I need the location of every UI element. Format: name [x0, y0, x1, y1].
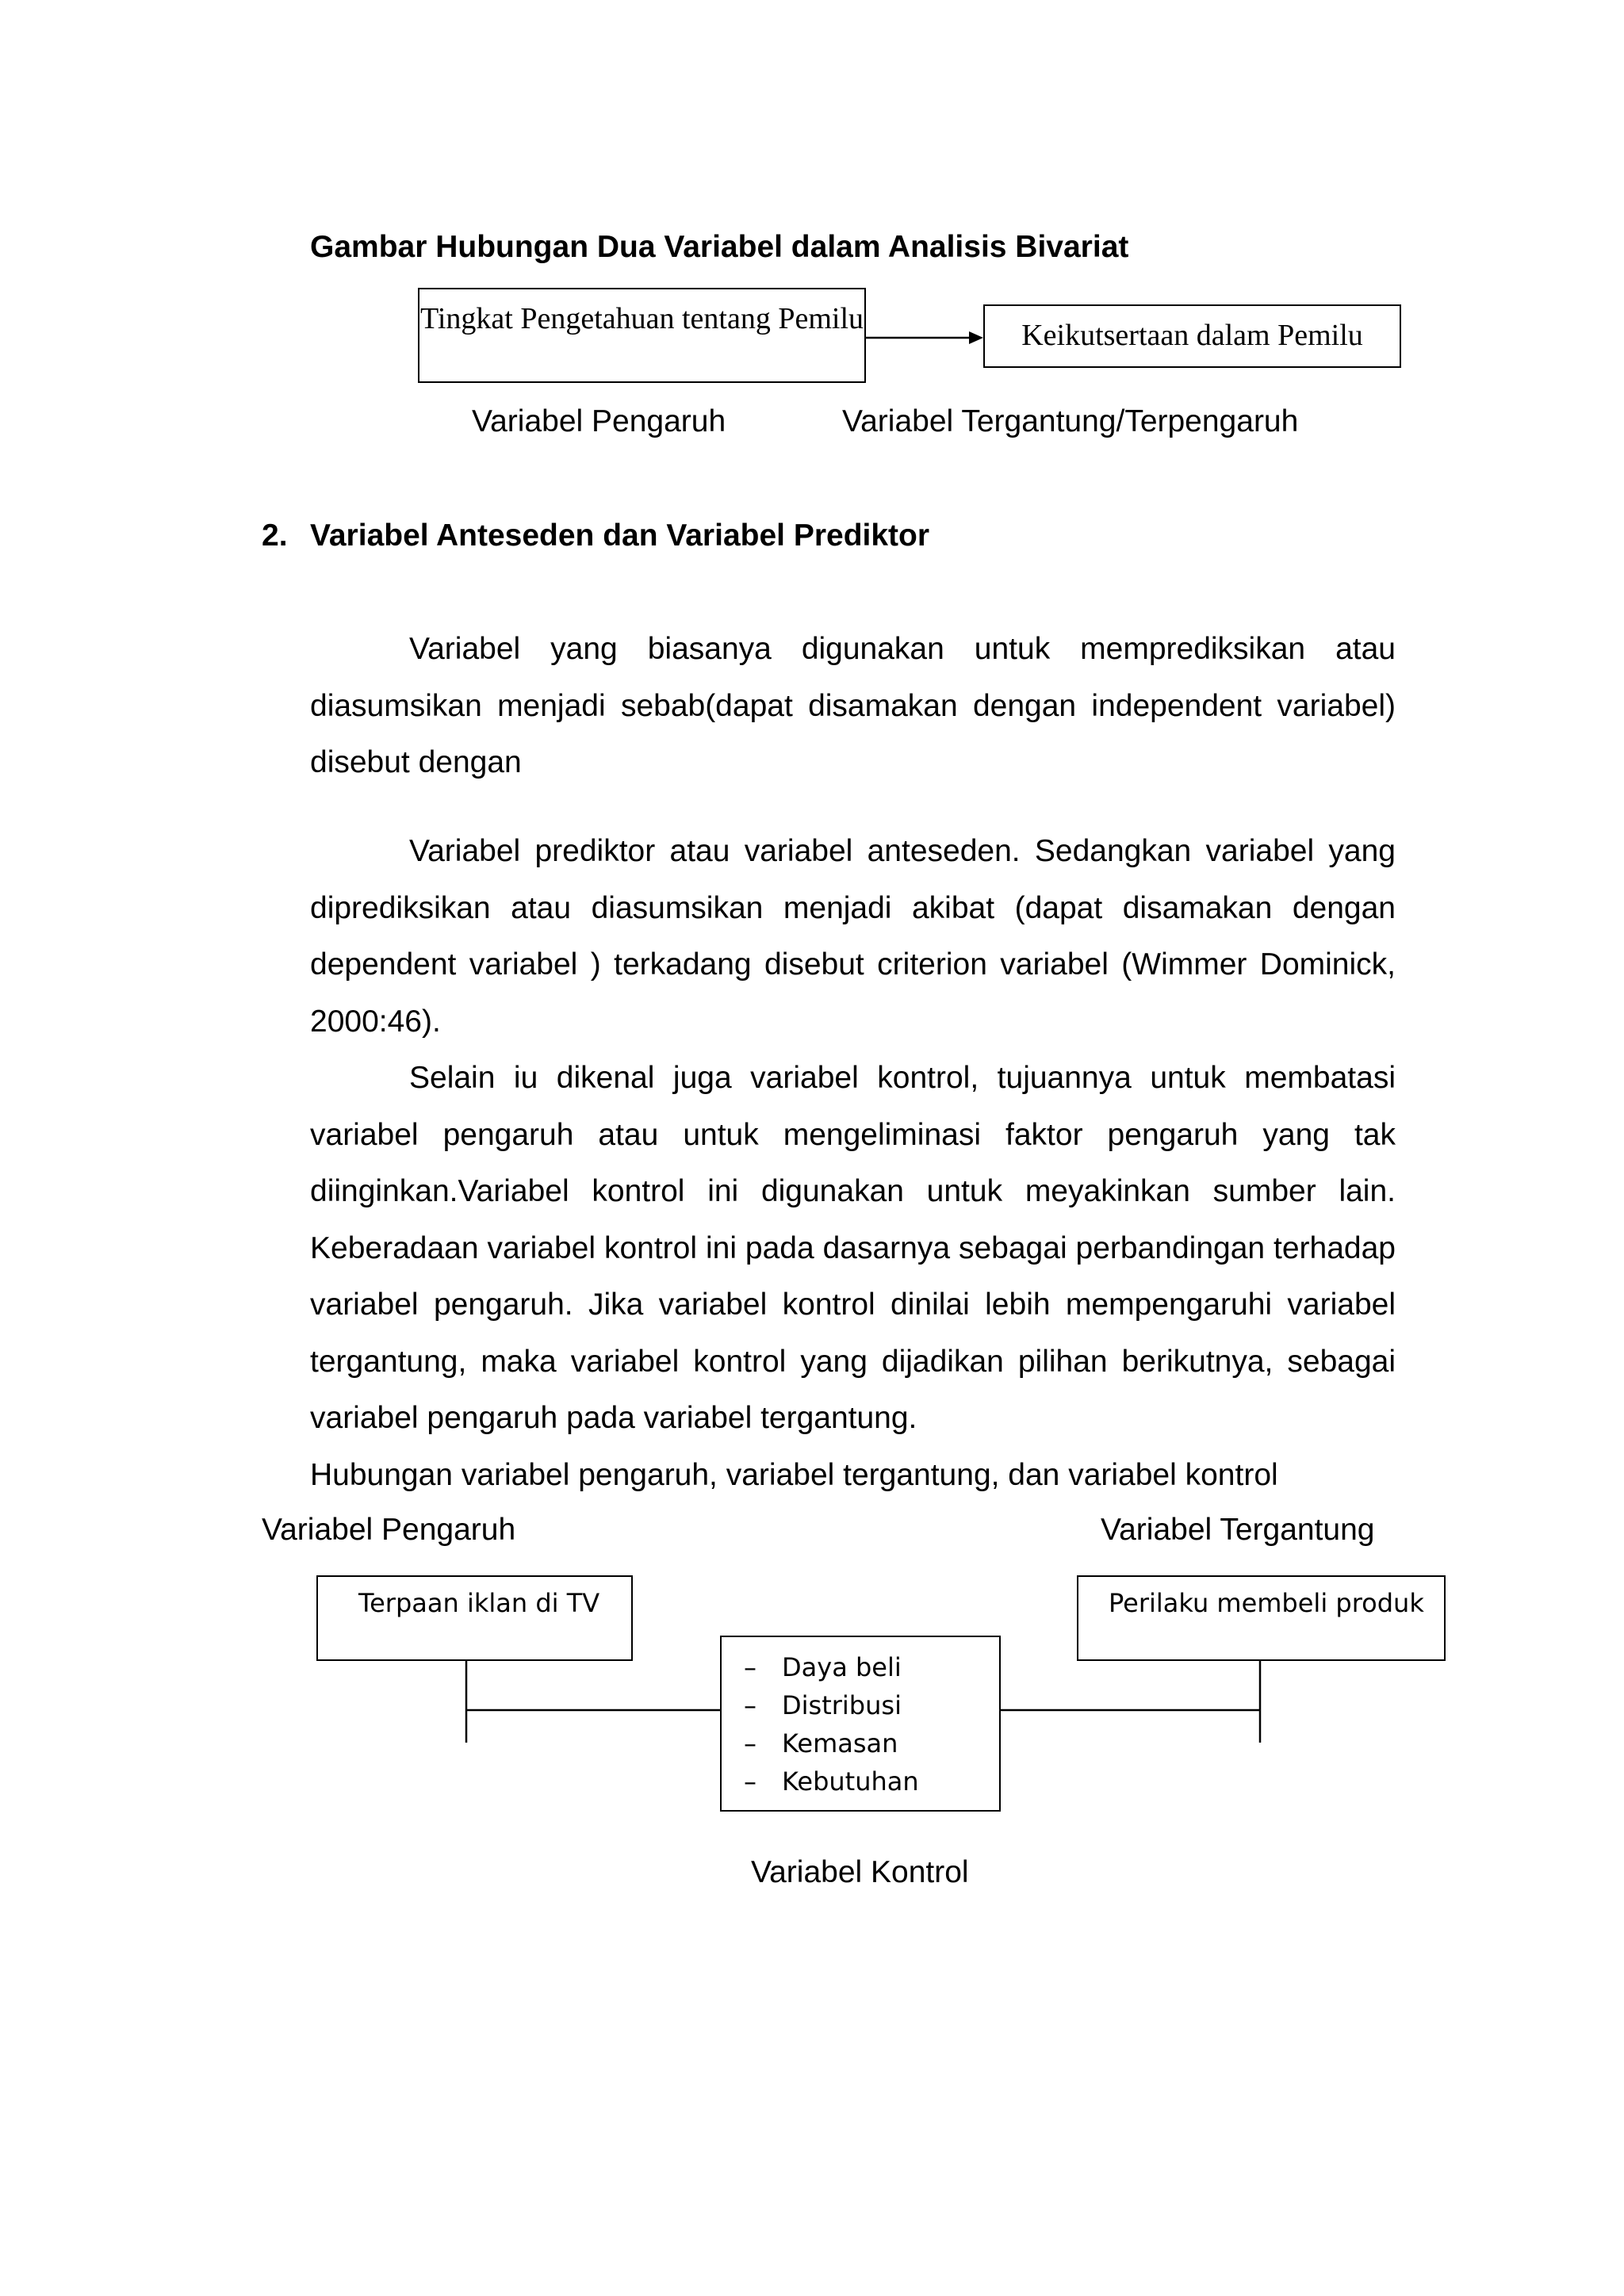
outcome-box-label: Keikutsertaan dalam Pemilu [1021, 319, 1363, 352]
caption-independent: Variabel Pengaruh [472, 404, 726, 438]
control-item-kebutuhan [744, 1762, 999, 1800]
control-item-label: Distribusi [782, 1690, 902, 1720]
paragraph-1-text: Variabel yang biasanya digunakan untuk memprediksikan atau diasumsikan menjadi sebab(dapat disamakan dengan independent variabel) disebut dengan [310, 632, 1396, 779]
paragraph-4-text: Hubungan variabel pengaruh, variabel tergantung, dan variabel kontrol [310, 1457, 1278, 1492]
independent-box-label: Terpaan iklan di TV [358, 1588, 600, 1618]
control-item-label: Kebutuhan [782, 1766, 919, 1797]
arrow-head-icon [969, 331, 983, 344]
dash-icon: – [744, 1652, 756, 1682]
predictor-box-label: Tingkat Pengetahuan tentang Pemilu [419, 302, 864, 335]
dependent-box [1077, 1575, 1446, 1661]
control-item-distribusi [744, 1686, 999, 1724]
label-independent: Variabel Pengaruh [262, 1513, 516, 1547]
dash-icon: – [744, 1766, 756, 1797]
control-item-kemasan [744, 1724, 999, 1762]
control-item-label: Daya beli [782, 1652, 902, 1682]
section-number: 2. [262, 519, 288, 553]
figure-title: Gambar Hubungan Dua Variabel dalam Analisis Bivariat [310, 230, 1129, 264]
paragraph-2-3 [310, 823, 1396, 1503]
label-control: Variabel Kontrol [751, 1855, 969, 1889]
control-item-daya-beli [744, 1648, 999, 1686]
paragraph-1 [310, 621, 1396, 791]
dash-icon: – [744, 1690, 756, 1720]
dash-icon: – [744, 1728, 756, 1758]
label-dependent: Variabel Tergantung [1101, 1513, 1375, 1547]
dependent-box-label: Perilaku membeli produk [1109, 1588, 1424, 1618]
caption-dependent: Variabel Tergantung/Terpengaruh [842, 404, 1299, 438]
independent-box [316, 1575, 633, 1661]
control-item-label: Kemasan [782, 1728, 898, 1758]
paragraph-2-text: Variabel prediktor atau variabel anteseden. Sedangkan variabel yang diprediksikan atau diasumsikan menjadi akibat (dapat disamakan dengan dependent variabel ) terkadang disebut criterion variabel (Wimmer Dominick, 2000:46). [310, 834, 1396, 1039]
section-title: Variabel Anteseden dan Variabel Prediktor [310, 519, 930, 553]
control-box [720, 1636, 1001, 1812]
paragraph-3-text: Selain iu dikenal juga variabel kontrol, tujuannya untuk membatasi variabel pengaruh atau untuk mengeliminasi faktor pengaruh yang tak diinginkan.Variabel kontrol ini digunakan untuk meyakinkan sumber lain. Keberadaan variabel kontrol ini pada dasarnya sebagai perbandingan terhadap variabel pengaruh. Jika variabel kontrol dinilai lebih mempengaruhi variabel tergantung, maka variabel kontrol yang dijadikan pilihan berikutnya, sebagai variabel pengaruh pada variabel tergantung. [310, 1061, 1396, 1435]
control-list [744, 1648, 999, 1800]
